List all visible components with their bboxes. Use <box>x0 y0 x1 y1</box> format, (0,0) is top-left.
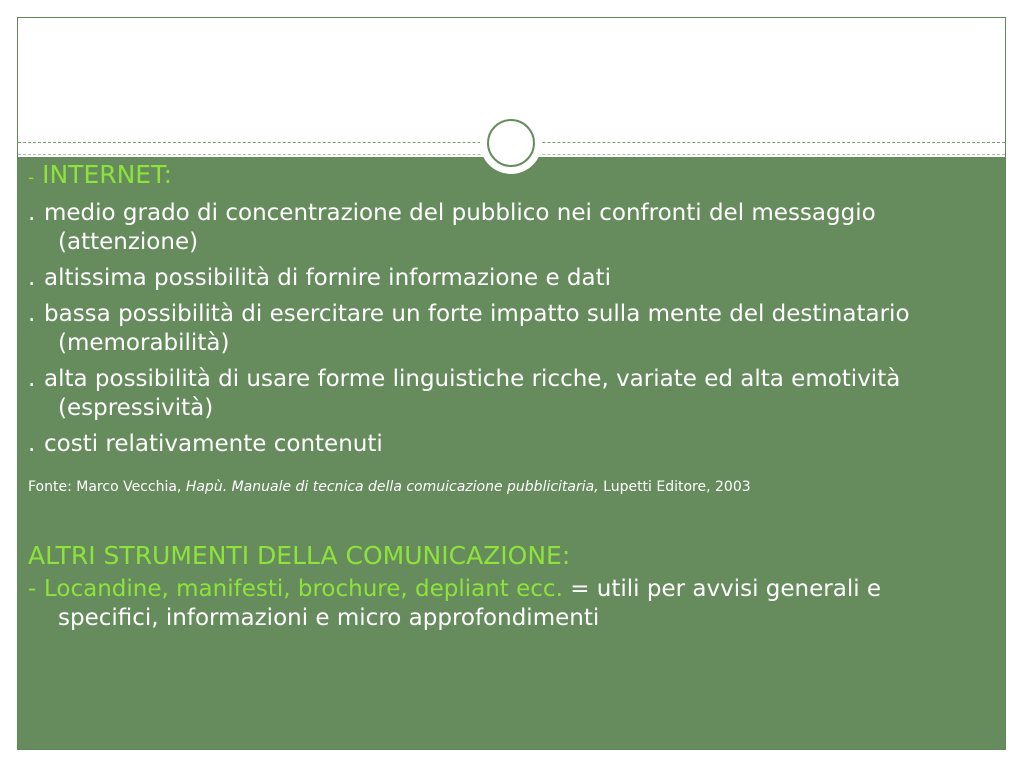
bullet-dot: . <box>28 301 36 327</box>
slide-body <box>28 160 978 633</box>
source-prefix: Fonte: Marco Vecchia, <box>28 479 186 495</box>
list-item <box>28 300 978 358</box>
list-item-highlight: Locandine, manifesti, brochure, depliant ecc. <box>44 576 563 602</box>
bullet-dot: . <box>28 200 36 226</box>
list-item-text: alta possibilità di usare forme linguistiche ricche, variate ed alta emotività (espressività) <box>44 366 901 421</box>
list-item-text: = utili per avvisi generali e specifici, informazioni e micro approfondimenti <box>58 576 882 631</box>
bullet-dot: . <box>28 366 36 392</box>
section-heading-internet <box>28 160 978 193</box>
list-item <box>28 264 978 293</box>
list-item-text: medio grado di concentrazione del pubblico nei confronti del messaggio (attenzione) <box>44 200 876 255</box>
bullet-dot: . <box>28 431 36 457</box>
source-suffix: Lupetti Editore, 2003 <box>598 479 751 495</box>
list-item-text: bassa possibilità di esercitare un forte impatto sulla mente del destinatario (memorabilità) <box>44 301 910 356</box>
list-item <box>28 365 978 423</box>
source-title: Hapù. Manuale di tecnica della comuicazione pubblicitaria, <box>185 479 599 495</box>
list-item <box>28 430 978 459</box>
list-item <box>28 199 978 257</box>
heading-text: INTERNET: <box>42 160 173 189</box>
list-item <box>28 575 978 633</box>
source-citation <box>28 477 978 497</box>
bullet-dot: . <box>28 265 36 291</box>
list-item-text: altissima possibilità di fornire informazione e dati <box>44 265 612 291</box>
list-item-text: costi relativamente contenuti <box>44 431 383 457</box>
heading-dash: - <box>28 168 35 188</box>
section-heading-altri-strumenti: ALTRI STRUMENTI DELLA COMUNICAZIONE: <box>28 541 571 570</box>
bullet-dash: - <box>28 576 37 602</box>
